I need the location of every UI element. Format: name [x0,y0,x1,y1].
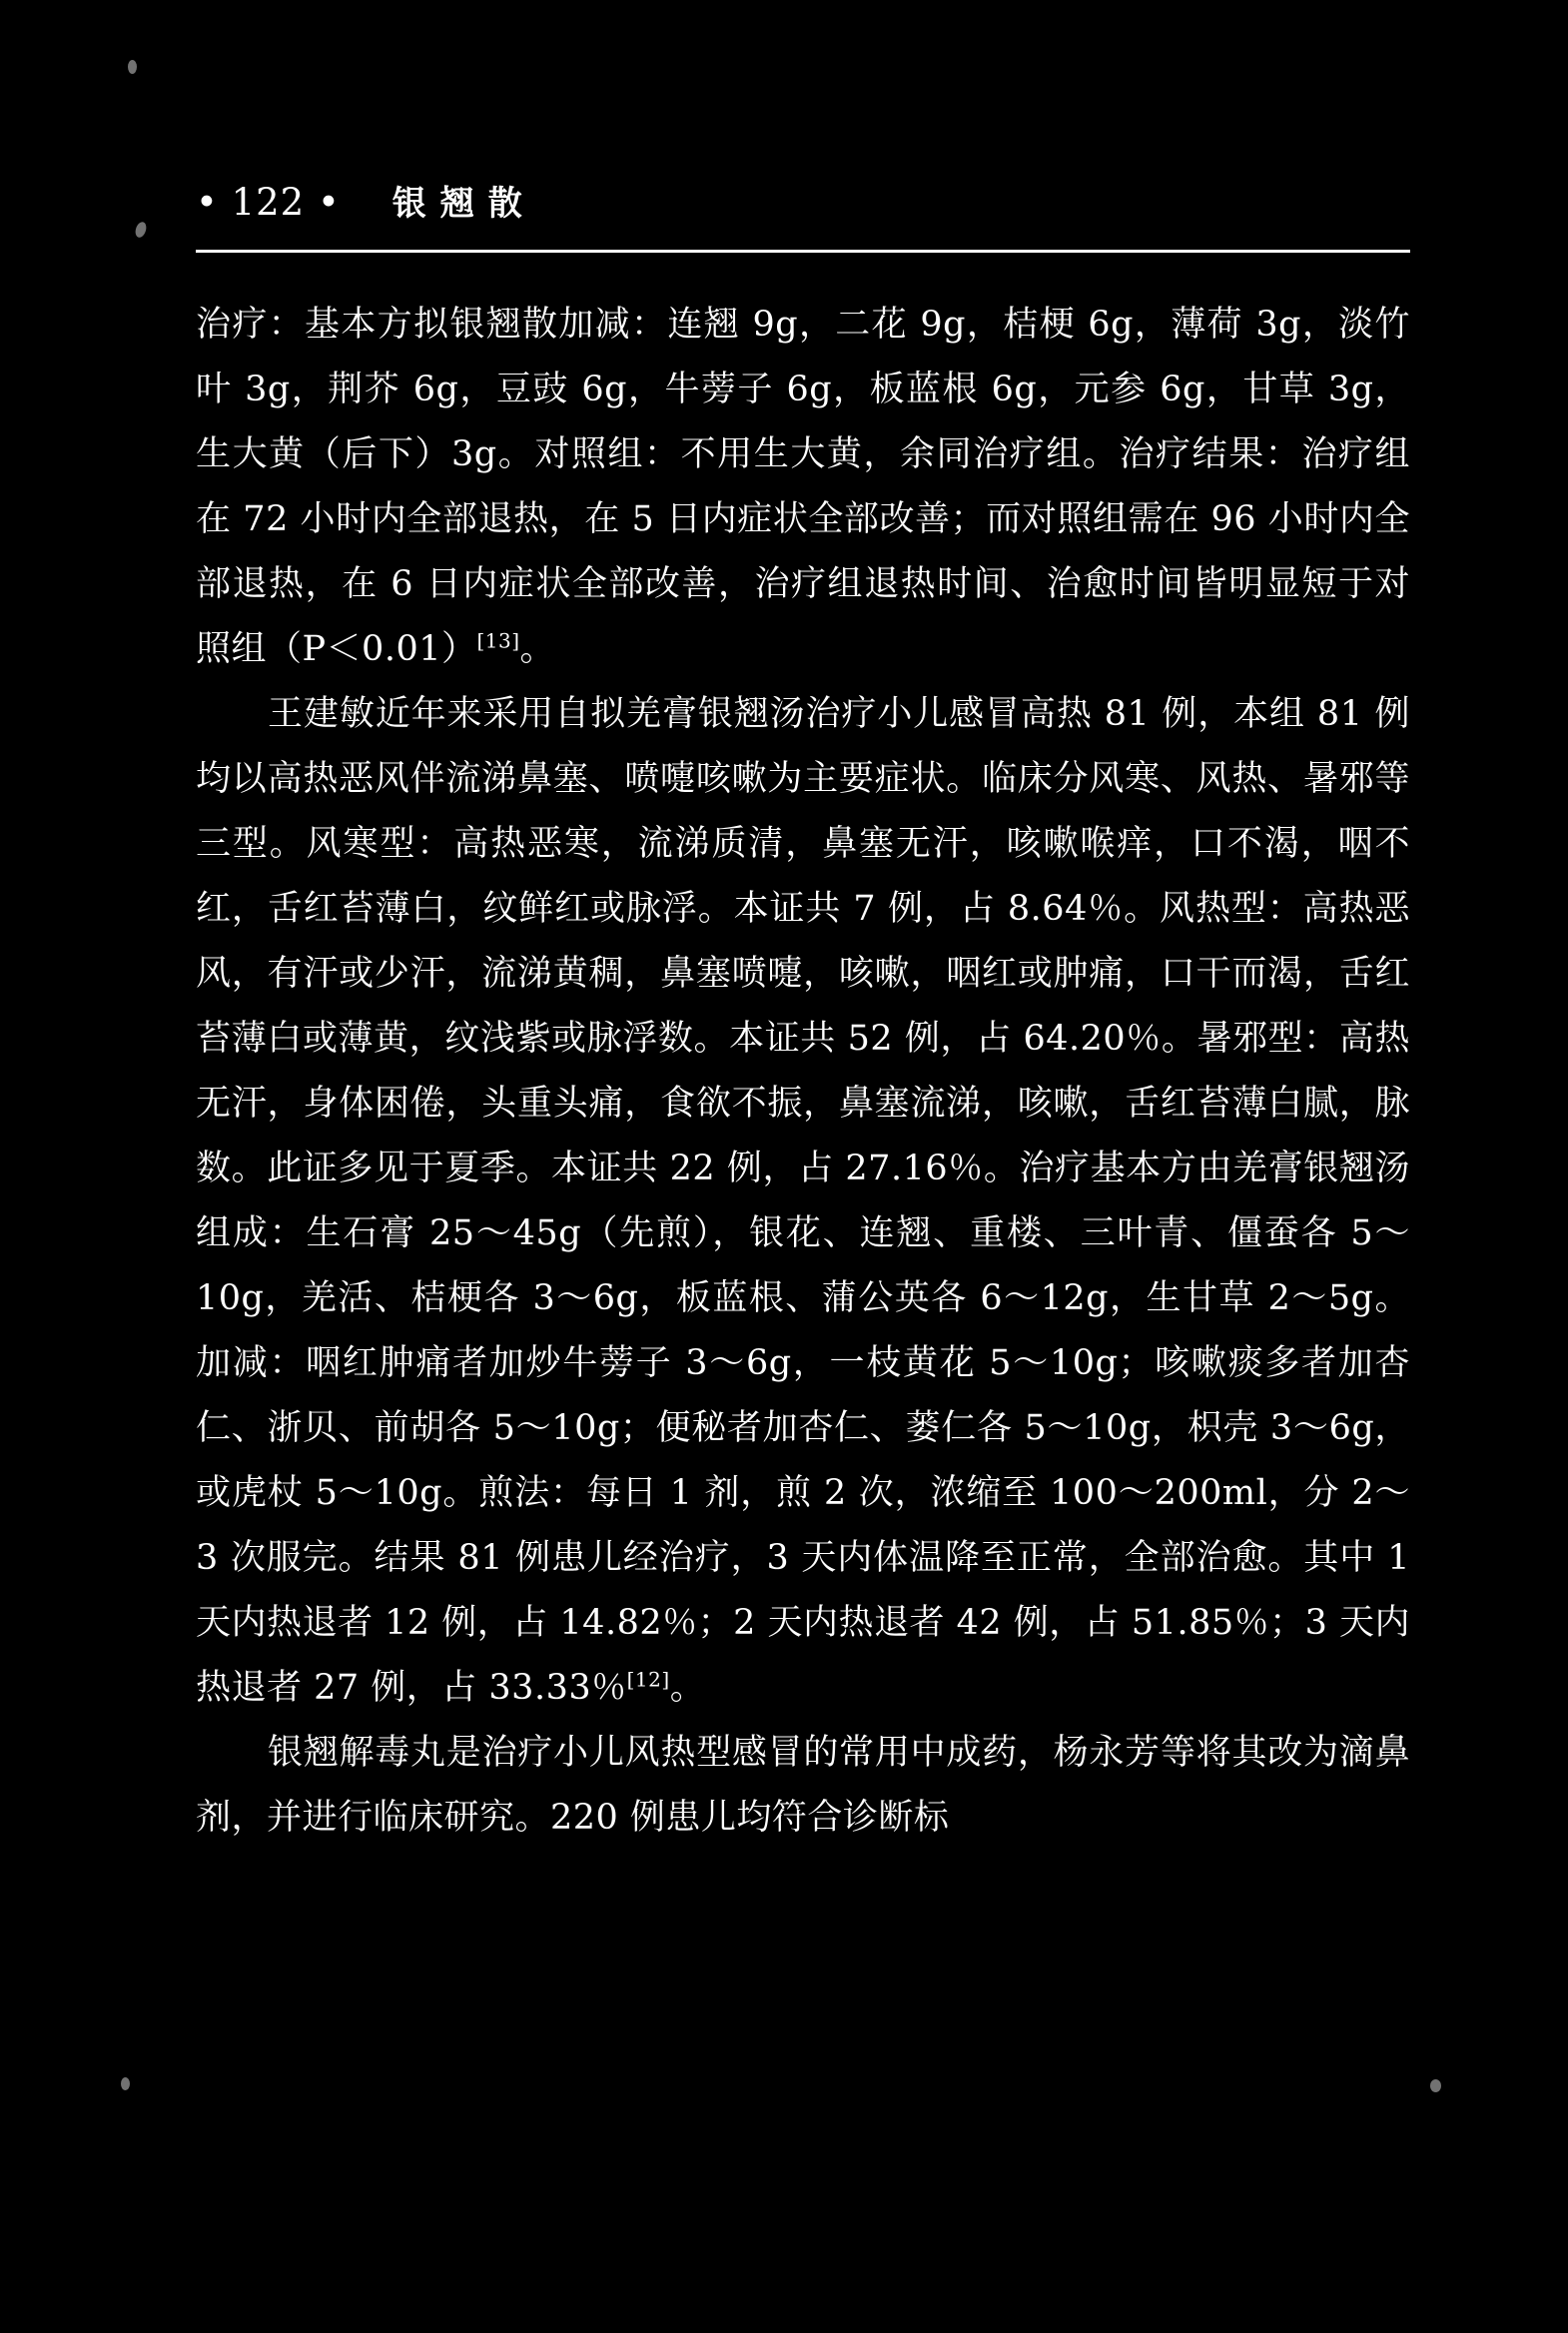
footnote-marker-13: [13] [476,628,520,653]
paragraph-1-tail: 。 [519,629,556,669]
page-number: • 122 • [196,181,341,224]
paragraph-3 [196,1721,1410,1851]
footnote-marker-12: [12] [626,1667,670,1692]
paragraph-3-text: 银翘解毒丸是治疗小儿风热型感冒的常用中成药，杨永芳等将其改为滴鼻剂，并进行临床研究。220 例患儿均符合诊断标 [196,1733,1410,1838]
scan-speck [128,60,137,74]
running-title: 银翘散 [392,184,536,224]
paragraph-1-text: 治疗：基本方拟银翘散加减：连翘 9g，二花 9g，桔梗 6g，薄荷 3g，淡竹叶 3g，荆芥 6g，豆豉 6g，牛蒡子 6g，板蓝根 6g，元参 6g，甘草 3g，生大黄（后下）3g。对照组：不用生大黄，余同治疗组。治疗结果：治疗组在 72 小时内全部退热，在 5 日内症状全部改善；而对照组需在 96 小时内全部退热，在 6 日内症状全部改善，治疗组退热时间、治愈时间皆明显短于对照组（P＜0.01） [196,305,1410,669]
scan-speck [134,221,148,239]
scan-speck [121,2077,130,2090]
page-content [196,176,1410,1851]
paragraph-1 [196,293,1410,682]
paragraph-2 [196,682,1410,1721]
paragraph-2-tail: 。 [669,1668,706,1708]
running-head [196,176,1410,242]
body-text [196,293,1410,1851]
header-rule [196,250,1410,253]
scan-speck [1430,2079,1441,2092]
paragraph-2-text: 王建敏近年来采用自拟羌膏银翘汤治疗小儿感冒高热 81 例，本组 81 例均以高热恶风伴流涕鼻塞、喷嚏咳嗽为主要症状。临床分风寒、风热、暑邪等三型。风寒型：高热恶寒，流涕质清，鼻塞无汗，咳嗽喉痒，口不渴，咽不红，舌红苔薄白，纹鲜红或脉浮。本证共 7 例，占 8.64％。风热型：高热恶风，有汗或少汗，流涕黄稠，鼻塞喷嚏，咳嗽，咽红或肿痛，口干而渴，舌红苔薄白或薄黄，纹浅紫或脉浮数。本证共 52 例，占 64.20％。暑邪型：高热无汗，身体困倦，头重头痛，食欲不振，鼻塞流涕，咳嗽，舌红苔薄白腻，脉数。此证多见于夏季。本证共 22 例，占 27.16％。治疗基本方由羌膏银翘汤组成：生石膏 25～45g（先煎），银花、连翘、重楼、三叶青、僵蚕各 5～10g，羌活、桔梗各 3～6g，板蓝根、蒲公英各 6～12g，生甘草 2～5g。加减：咽红肿痛者加炒牛蒡子 3～6g，一枝黄花 5～10g；咳嗽痰多者加杏仁、浙贝、前胡各 5～10g；便秘者加杏仁、蒌仁各 5～10g，枳壳 3～6g，或虎杖 5～10g。煎法：每日 1 剂，煎 2 次，浓缩至 100～200ml，分 2～3 次服完。结果 81 例患儿经治疗，3 天内体温降至正常，全部治愈。其中 1 天内热退者 12 例，占 14.82％；2 天内热退者 42 例，占 51.85％；3 天内热退者 27 例，占 33.33％ [196,694,1411,1708]
